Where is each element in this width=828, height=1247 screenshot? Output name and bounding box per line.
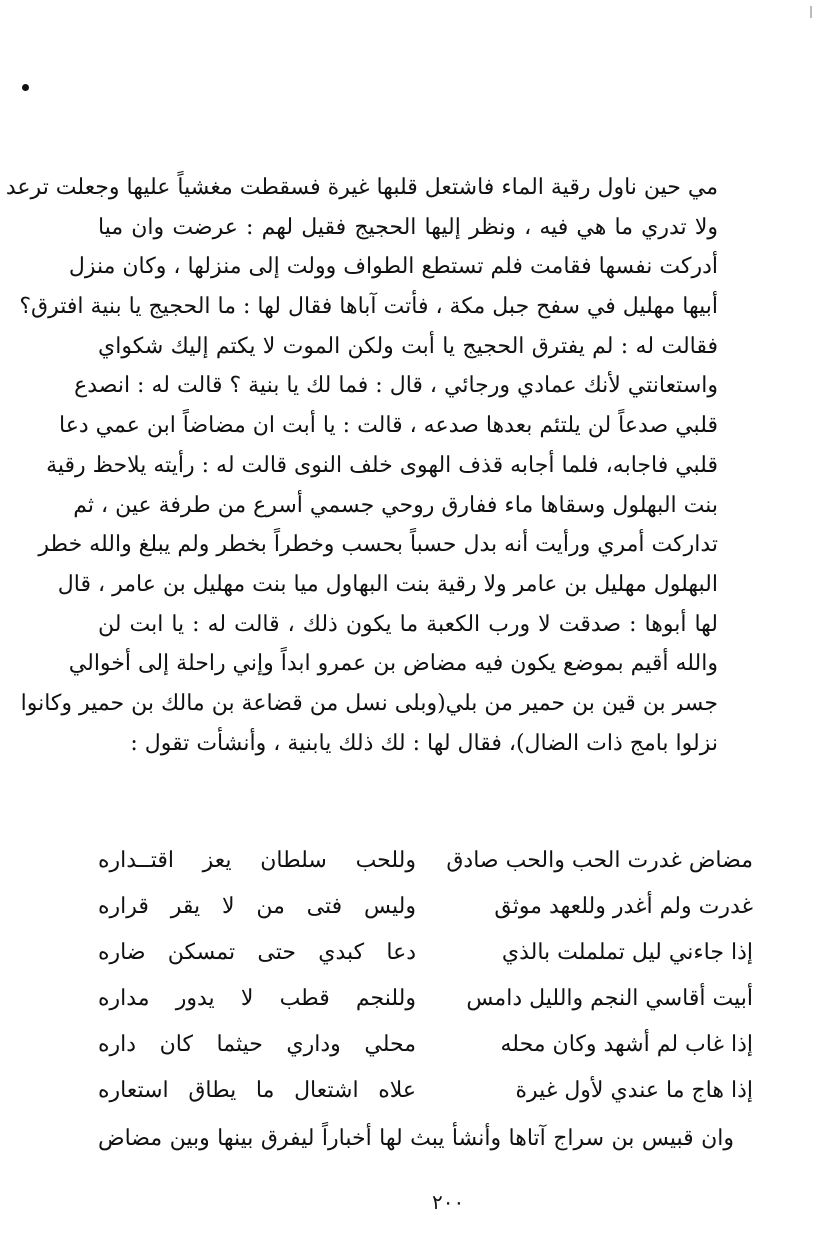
prose-line: قلبي فاجابه، فلما أجابه قذف الهوى خلف النوى قالت له : رأيته يلاحظ رقية — [46, 452, 718, 478]
verse-second-hemistich: وليس فتى من لا يقر قراره — [98, 894, 416, 919]
prose-line: ولا تدري ما هي فيه ، ونظر إليها الحجيج فقيل لهم : عرضت وان ميا — [98, 214, 718, 240]
prose-line: والله أقيم بموضع يكون فيه مضاض بن عمرو ابداً وإني راحلة إلى أخوالي — [68, 651, 718, 677]
prose-line: واستعانتي لأنك عمادي ورجائي ، قال : فما لك يا بنية ؟ قالت له : انصدع — [74, 373, 718, 399]
prose-line: مي حين ناول رقية الماء فاشتعل قلبها غيرة فسقطت مغشياً عليها وجعلت ترعد — [5, 175, 718, 200]
prose-line: فقالت له : لم يفترق الحجيج يا أبت ولكن الموت لا يكتم إليك شكواي — [98, 333, 718, 359]
verse-second-hemistich: علاه اشتعال ما يطاق استعاره — [98, 1078, 416, 1103]
verse-first-hemistich: غدرت ولم أغدر وللعهد موثق — [494, 894, 753, 919]
prose-line: تداركت أمري ورأيت أنه بدل حسباً بحسب وخطراً بخطر ولم يبلغ والله خطر — [38, 532, 718, 558]
prose-line: أبيها مهليل في سفح جبل مكة ، فأتت آباها فقال لها : ما الحجيج يا بنية افترق؟ — [19, 294, 718, 320]
poem-verse — [98, 976, 753, 1022]
poem — [98, 838, 753, 1114]
prose-line: بنت البهلول وسقاها ماء ففارق روحي جسمي أسرع من طرفة عين ، ثم — [73, 492, 718, 518]
poem-verse — [98, 884, 753, 930]
verse-second-hemistich: وللنجم قطب لا يدور مداره — [98, 986, 416, 1011]
prose-line: جسر بن قين بن حمير من بلي(وبلى نسل من قضاعة بن مالك بن حمير وكانوا — [20, 690, 718, 716]
poem-verse — [98, 1022, 753, 1068]
poem-verse — [98, 1068, 753, 1114]
poem-verse — [98, 930, 753, 976]
verse-second-hemistich: وللحب سلطان يعز اقتــداره — [98, 848, 416, 873]
verse-first-hemistich: أبيت أقاسي النجم والليل دامس — [466, 986, 753, 1011]
closing-line: وان قبيس بن سراج آتاها وأنشأ يبث لها أخباراً ليفرق بينها وبين مضاض — [98, 1126, 734, 1151]
prose-line: أدركت نفسها فقامت فلم تستطع الطواف وولت إلى منزلها ، وكان منزل — [68, 254, 718, 280]
verse-first-hemistich: إذا هاج ما عندي لأول غيرة — [515, 1078, 753, 1103]
prose-line: لها أبوها : صدقت لا ورب الكعبة ما يكون ذلك ، قالت له : يا ابت لن — [98, 611, 718, 637]
prose-line: نزلوا بامج ذات الضال)، فقال لها : لك ذلك يابنية ، وأنشأت تقول : — [130, 730, 718, 756]
prose-paragraph — [5, 168, 718, 763]
verse-first-hemistich: إذا جاءني ليل تململت بالذي — [501, 940, 753, 965]
scan-mark — [810, 6, 812, 18]
verse-second-hemistich: دعا كبدي حتى تمسكن ضاره — [98, 940, 416, 965]
verse-second-hemistich: محلي وداري حيثما كان داره — [98, 1032, 416, 1057]
poem-verse — [98, 838, 753, 884]
verse-first-hemistich: إذا غاب لم أشهد وكان محله — [500, 1032, 753, 1057]
prose-line: البهلول مهليل بن عامر ولا رقية بنت البهاول ميا بنت مهليل بن عامر ، قال — [57, 571, 718, 597]
prose-line: قلبي صدعاً لن يلتئم بعدها صدعه ، قالت : يا أبت ان مضاضاً ابن عمي دعا — [59, 413, 718, 439]
page-number: ٢٠٠ — [432, 1190, 465, 1214]
margin-dot — [22, 84, 29, 91]
verse-first-hemistich: مضاض غدرت الحب والحب صادق — [446, 848, 753, 873]
